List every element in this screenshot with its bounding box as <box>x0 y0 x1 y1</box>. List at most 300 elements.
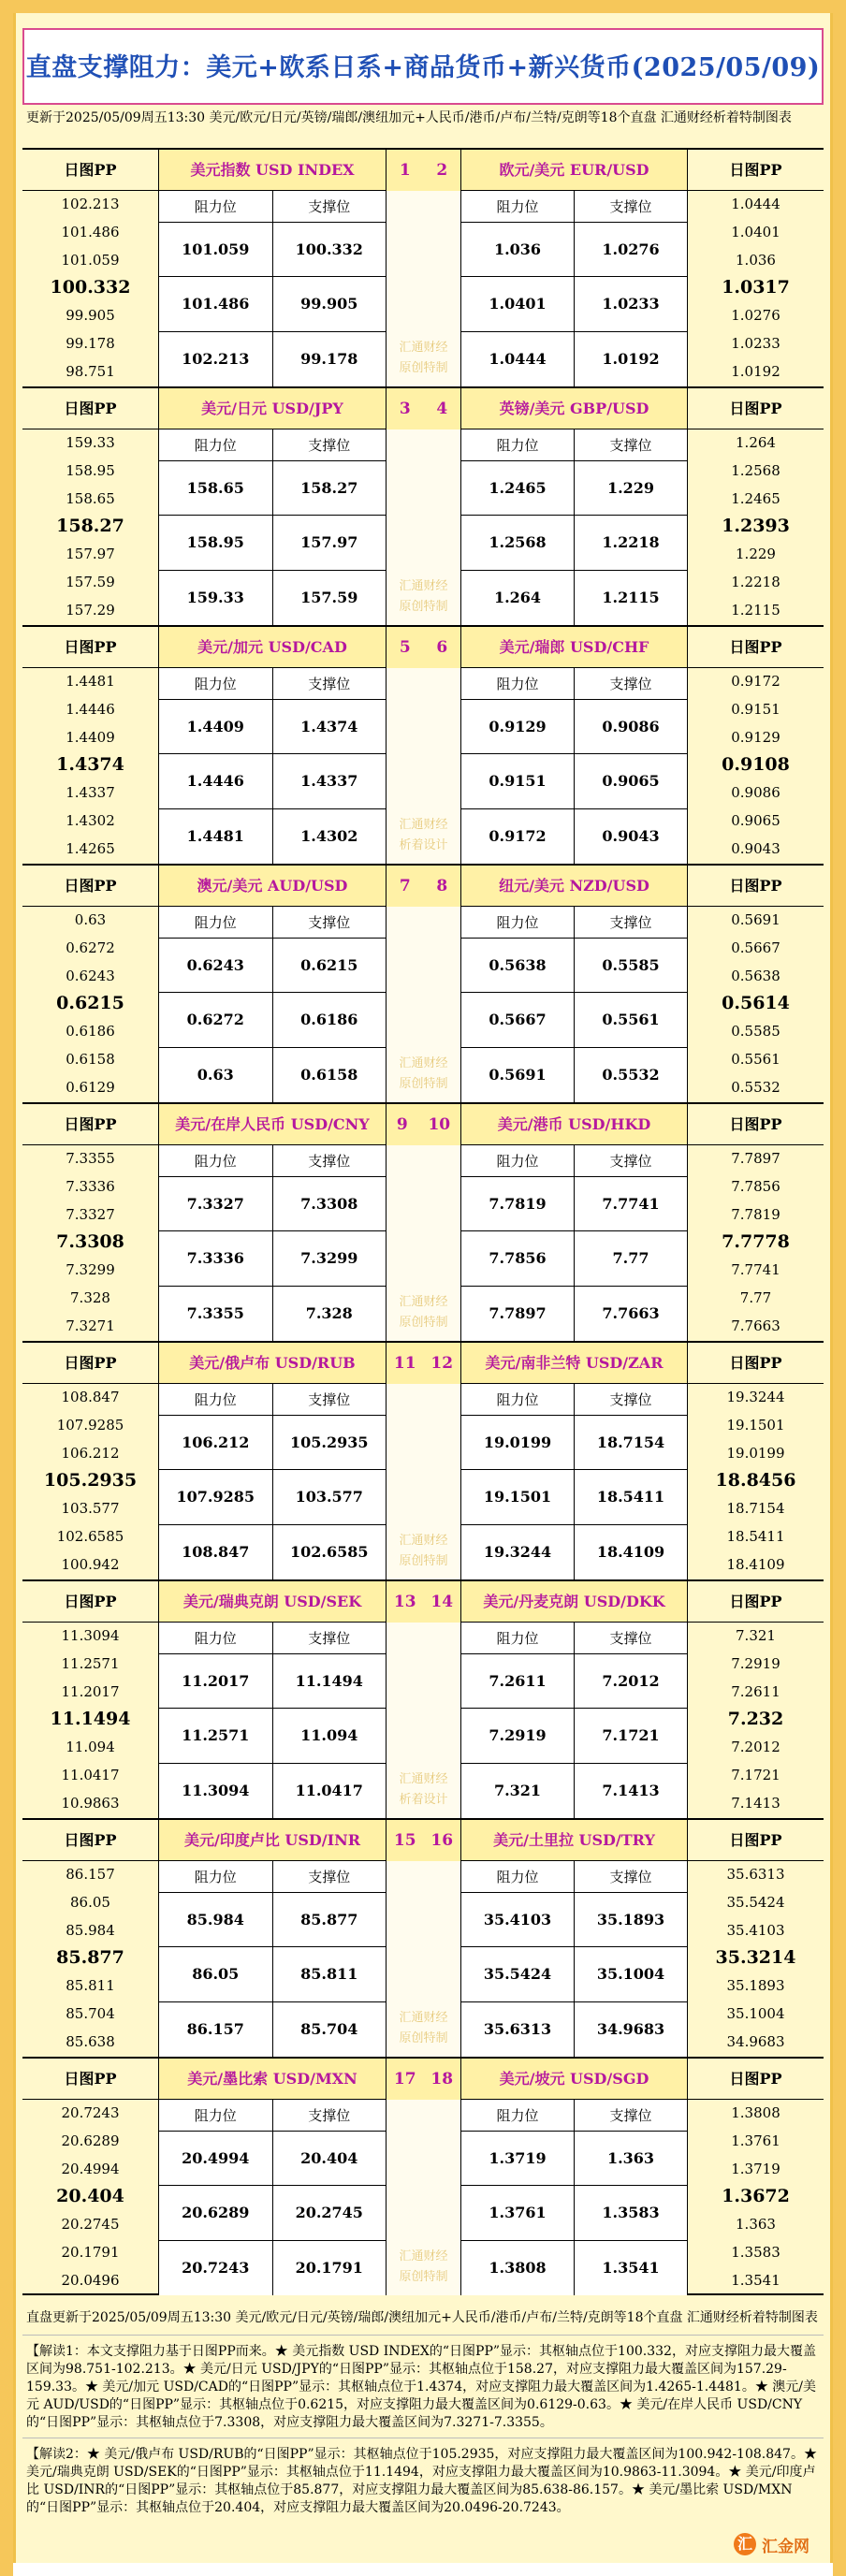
resistance-value: 0.6243 <box>159 939 273 992</box>
pp-level-value: 34.9683 <box>726 2032 785 2050</box>
support-value: 7.1413 <box>602 1781 660 1799</box>
pp-level-value: 10.9863 <box>61 1794 120 1812</box>
pp-header: 日图PP <box>22 1343 158 1384</box>
pair-section <box>22 1818 824 2057</box>
pp-column-right <box>687 1820 824 2057</box>
level-row <box>461 1470 687 1524</box>
resistance-value: 7.2611 <box>461 1654 575 1708</box>
pair-block-left <box>159 150 386 386</box>
footer <box>22 2304 824 2523</box>
pair-name: 纽元/美元 NZD/USD <box>461 866 687 907</box>
pp-column-right <box>687 150 824 386</box>
watermark-line-1: 汇通财经 <box>399 1295 448 1309</box>
pair-rows <box>461 2132 687 2295</box>
pair-section <box>22 625 824 864</box>
pair-rows <box>159 461 386 625</box>
index-number-right: 12 <box>430 1354 454 1373</box>
pp-column-right <box>687 1581 824 1818</box>
level-row <box>461 2241 687 2295</box>
watermark-line-2: 析着设计 <box>399 838 448 852</box>
level-row <box>159 516 386 570</box>
level-row <box>159 461 386 516</box>
resistance-value: 1.2465 <box>461 461 575 515</box>
resistance-label: 阻力位 <box>461 191 575 222</box>
level-row <box>159 1525 386 1579</box>
support-value: 1.3583 <box>602 2204 660 2222</box>
pp-level-value: 7.3271 <box>66 1317 115 1334</box>
pivot-point-value: 0.5614 <box>722 993 790 1014</box>
pp-level-value: 101.486 <box>61 223 120 240</box>
level-row <box>159 809 386 864</box>
pivot-point-value: 100.332 <box>50 277 131 298</box>
pp-level-value: 35.5424 <box>726 1893 785 1911</box>
index-body <box>387 2100 460 2295</box>
pair-block-left <box>159 1104 386 1341</box>
logo-text: 汇金网 <box>762 2537 810 2556</box>
resistance-label: 阻力位 <box>159 1623 273 1653</box>
pp-level-value: 158.95 <box>66 461 115 479</box>
pp-level-value: 1.4481 <box>66 673 115 690</box>
watermark <box>387 2247 460 2288</box>
support-value: 1.0276 <box>602 240 660 258</box>
watermark-line-2: 原创特制 <box>399 1316 448 1330</box>
pp-header: 日图PP <box>688 1104 824 1145</box>
pp-level-value: 1.0401 <box>731 223 780 240</box>
pp-column-left <box>22 2059 159 2295</box>
footer-note-2: 【解读2：★ 美元/俄卢布 USD/RUB的“日图PP”显示：其枢轴点位于105.2935，对应支撑阻力最大覆盖区间为100.942-108.847。★ 美元/瑞典克朗 USD/SEK的“日图PP”显示：其枢轴点位于11.1494，对应支撑阻力最大覆盖区间为10.9863-11.3094。★ 美元/印度卢比 USD/INR的“日图PP”显示：其枢轴点位于85.877，对应支撑阻力最大覆盖区间为85.638-86.157。★ 美元/墨比索 USD/MXN的“日图PP”显示：其枢轴点位于20.404，对应支撑阻力最大覆盖区间为20.0496-20.7243。 <box>26 2447 817 2515</box>
pp-level-value: 157.97 <box>66 546 115 563</box>
pair-subheader <box>461 668 687 700</box>
pair-name: 美元/日元 USD/JPY <box>159 388 386 429</box>
index-header <box>387 1820 460 1861</box>
level-row <box>159 1709 386 1763</box>
pair-subheader <box>461 429 687 461</box>
index-column <box>386 2059 460 2295</box>
resistance-value: 0.9129 <box>461 700 575 753</box>
footer-note-1: 【解读1：本文支撑阻力基于日图PP而来。★ 美元指数 USD INDEX的“日图PP”显示：其枢轴点位于100.332，对应支撑阻力最大覆盖区间为98.751-102.213。★ 美元/日元 USD/JPY的“日图PP”显示：其枢轴点位于158.27，对应支撑阻力最大覆盖区间为157.29-159.33。★ 美元/加元 USD/CAD的“日图PP”显示：其枢轴点位于1.4374，对应支撑阻力最大覆盖区间为1.4265-1.4481。★ 澳元/美元 AUD/USD的“日图PP”显示：其枢轴点位于0.6215，对应支撑阻力最大覆盖区间为0.6129-0.63。★ 美元/在岸人民币 USD/CNY的“日图PP”显示：其枢轴点位于7.3308，对应支撑阻力最大覆盖区间为7.3271-7.3355。 <box>22 2336 824 2438</box>
pair-block-left <box>159 1581 386 1818</box>
pair-name: 欧元/美元 EUR/USD <box>461 150 687 191</box>
pp-header: 日图PP <box>688 866 824 907</box>
resistance-value: 1.4481 <box>159 809 273 864</box>
pp-header: 日图PP <box>22 2059 158 2100</box>
pp-level-value: 7.77 <box>739 1288 772 1306</box>
watermark <box>387 815 460 856</box>
resistance-value: 159.33 <box>159 571 273 625</box>
resistance-value: 158.65 <box>159 461 273 515</box>
pair-name: 美元/墨比索 USD/MXN <box>159 2059 386 2100</box>
support-label: 支撑位 <box>609 1391 652 1408</box>
resistance-value: 20.4994 <box>159 2132 273 2185</box>
pair-name: 美元/俄卢布 USD/RUB <box>159 1343 386 1384</box>
support-value: 11.0417 <box>295 1781 363 1799</box>
resistance-value: 86.05 <box>159 1947 273 2001</box>
resistance-value: 1.0444 <box>461 332 575 386</box>
level-row <box>461 993 687 1047</box>
level-row <box>159 754 386 808</box>
site-logo[interactable] <box>734 2530 824 2558</box>
pp-header: 日图PP <box>22 1581 158 1623</box>
pair-section <box>22 1102 824 1341</box>
pp-level-value: 0.6158 <box>66 1050 115 1068</box>
level-row <box>461 277 687 331</box>
support-value: 18.4109 <box>596 1542 665 1561</box>
index-body <box>387 429 460 625</box>
resistance-value: 0.9172 <box>461 809 575 864</box>
support-value: 20.2745 <box>295 2204 363 2222</box>
pp-column-right <box>687 388 824 625</box>
pivot-point-value: 0.6215 <box>56 993 124 1014</box>
resistance-value: 101.486 <box>159 277 273 330</box>
watermark-line-1: 汇通财经 <box>399 818 448 832</box>
resistance-value: 0.5638 <box>461 939 575 992</box>
resistance-value: 0.6272 <box>159 993 273 1046</box>
resistance-value: 1.3808 <box>461 2241 575 2295</box>
support-value: 18.7154 <box>596 1434 665 1451</box>
pair-subheader <box>159 1145 386 1177</box>
pp-column-left <box>22 627 159 864</box>
pair-subheader <box>159 1384 386 1416</box>
index-column <box>386 1343 460 1579</box>
resistance-value: 35.5424 <box>461 1947 575 2001</box>
pair-section <box>22 386 824 625</box>
support-value: 99.905 <box>300 295 358 313</box>
index-column <box>386 1820 460 2057</box>
index-number-left: 3 <box>399 400 411 418</box>
pp-level-value: 20.4994 <box>61 2160 120 2177</box>
index-number-left: 13 <box>393 1593 416 1611</box>
level-row <box>461 571 687 625</box>
pair-rows <box>159 939 386 1102</box>
resistance-label: 阻力位 <box>159 429 273 460</box>
index-body <box>387 668 460 864</box>
pp-level-value: 0.6186 <box>66 1023 115 1041</box>
watermark-line-1: 汇通财经 <box>399 1056 448 1070</box>
pp-level-value: 0.9065 <box>731 811 780 829</box>
index-body <box>387 907 460 1102</box>
pp-column-left <box>22 1104 159 1341</box>
pp-header: 日图PP <box>688 1343 824 1384</box>
level-row <box>159 1416 386 1470</box>
pp-header: 日图PP <box>688 1820 824 1861</box>
pair-name: 美元/印度卢比 USD/INR <box>159 1820 386 1861</box>
level-row <box>159 1287 386 1341</box>
resistance-value: 108.847 <box>159 1525 273 1579</box>
pair-rows <box>461 461 687 625</box>
pp-header: 日图PP <box>688 1581 824 1623</box>
pp-level-value: 86.157 <box>66 1866 115 1883</box>
pivot-point-value: 7.3308 <box>56 1231 124 1253</box>
watermark-line-2: 原创特制 <box>399 1554 448 1568</box>
pp-level-value: 11.2017 <box>61 1682 120 1700</box>
pp-level-value: 1.2465 <box>731 489 780 507</box>
level-row <box>461 1416 687 1470</box>
pp-level-value: 1.3808 <box>731 2104 780 2121</box>
pivot-point-value: 11.1494 <box>50 1709 131 1730</box>
pair-subheader <box>159 1623 386 1654</box>
pp-level-value: 1.2218 <box>731 573 780 590</box>
pair-block-right <box>460 627 687 864</box>
index-number-right: 8 <box>436 877 448 895</box>
pp-column-left <box>22 1343 159 1579</box>
support-value: 157.59 <box>300 588 358 606</box>
resistance-value: 7.3327 <box>159 1177 273 1230</box>
pair-rows <box>461 939 687 1102</box>
pp-header: 日图PP <box>688 150 824 191</box>
support-value: 0.6186 <box>300 1011 358 1029</box>
pivot-point-value: 158.27 <box>56 516 124 537</box>
pp-header: 日图PP <box>22 388 158 429</box>
pp-level-value: 86.05 <box>70 1893 110 1911</box>
watermark-line-1: 汇通财经 <box>399 341 448 355</box>
right-border <box>833 0 846 2576</box>
support-label: 支撑位 <box>308 1153 351 1170</box>
index-number-left: 1 <box>399 161 411 180</box>
index-number-right: 4 <box>436 400 448 418</box>
pp-level-value: 85.811 <box>66 1977 115 1995</box>
pair-subheader <box>461 907 687 939</box>
resistance-value: 106.212 <box>159 1416 273 1469</box>
pair-name: 美元/港币 USD/HKD <box>461 1104 687 1145</box>
index-column <box>386 1104 460 1341</box>
index-number-left: 9 <box>396 1115 408 1134</box>
pp-level-value: 18.7154 <box>726 1500 785 1518</box>
resistance-value: 1.2568 <box>461 516 575 569</box>
resistance-value: 20.6289 <box>159 2186 273 2239</box>
watermark-line-1: 汇通财经 <box>399 2011 448 2025</box>
pp-column-left <box>22 866 159 1102</box>
pp-column-right <box>687 627 824 864</box>
level-row <box>159 2002 386 2057</box>
pivot-point-value: 1.2393 <box>722 516 790 537</box>
index-header <box>387 2059 460 2100</box>
pair-subheader <box>159 1861 386 1893</box>
level-row <box>159 1654 386 1709</box>
pair-rows <box>159 1416 386 1579</box>
resistance-value: 7.7897 <box>461 1287 575 1341</box>
resistance-value: 11.2017 <box>159 1654 273 1708</box>
pair-block-right <box>460 1104 687 1341</box>
pp-header: 日图PP <box>22 627 158 668</box>
pp-level-value: 0.9043 <box>731 839 780 857</box>
support-label: 支撑位 <box>609 914 652 931</box>
index-body <box>387 191 460 386</box>
pp-level-value: 7.1721 <box>731 1766 780 1783</box>
level-row <box>461 1525 687 1579</box>
resistance-value: 19.3244 <box>461 1525 575 1579</box>
level-row <box>159 2186 386 2240</box>
pair-rows <box>159 1654 386 1818</box>
pp-level-value: 1.4302 <box>66 811 115 829</box>
pp-level-value: 1.0276 <box>731 307 780 325</box>
resistance-value: 0.9151 <box>461 754 575 808</box>
pair-block-left <box>159 866 386 1102</box>
support-value: 1.0233 <box>602 295 660 313</box>
pair-block-right <box>460 1343 687 1579</box>
pair-section <box>22 1579 824 1818</box>
level-row <box>159 571 386 625</box>
pair-subheader <box>461 2100 687 2132</box>
resistance-value: 11.2571 <box>159 1709 273 1762</box>
title-box <box>22 28 824 105</box>
resistance-label: 阻力位 <box>461 907 575 938</box>
support-value: 1.363 <box>606 2149 655 2167</box>
level-row <box>461 1764 687 1818</box>
pp-level-value: 98.751 <box>66 362 115 380</box>
level-row <box>159 993 386 1047</box>
support-value: 7.7663 <box>602 1303 660 1322</box>
support-label: 支撑位 <box>308 914 351 931</box>
resistance-value: 85.984 <box>159 1893 273 1946</box>
resistance-label: 阻力位 <box>461 1145 575 1176</box>
support-value: 7.1721 <box>602 1726 660 1745</box>
pp-level-value: 18.4109 <box>726 1555 785 1573</box>
level-row <box>461 1709 687 1763</box>
index-number-left: 15 <box>393 1831 416 1850</box>
pair-block-left <box>159 1820 386 2057</box>
pair-block-right <box>460 1581 687 1818</box>
pivot-point-value: 1.4374 <box>56 754 124 776</box>
level-row <box>461 2002 687 2057</box>
level-row <box>159 1177 386 1231</box>
resistance-label: 阻力位 <box>159 668 273 699</box>
support-value: 1.4374 <box>300 718 358 735</box>
pp-level-value: 19.1501 <box>726 1416 785 1434</box>
support-label: 支撑位 <box>308 1630 351 1647</box>
pp-level-value: 0.9129 <box>731 728 780 746</box>
pair-section <box>22 864 824 1102</box>
support-value: 35.1004 <box>596 1965 665 1984</box>
level-row <box>461 516 687 570</box>
pair-block-left <box>159 1343 386 1579</box>
index-header <box>387 150 460 191</box>
support-value: 100.332 <box>295 240 363 258</box>
pair-rows <box>461 1416 687 1579</box>
pp-level-value: 1.3541 <box>731 2271 780 2289</box>
level-row <box>461 223 687 277</box>
pp-level-value: 0.5585 <box>731 1023 780 1041</box>
resistance-label: 阻力位 <box>159 1861 273 1892</box>
resistance-value: 7.7819 <box>461 1177 575 1230</box>
resistance-label: 阻力位 <box>461 1384 575 1415</box>
support-value: 103.577 <box>295 1488 363 1506</box>
pp-level-value: 0.9151 <box>731 700 780 718</box>
level-row <box>159 1764 386 1818</box>
level-row <box>159 2241 386 2295</box>
pp-level-value: 102.6585 <box>56 1527 124 1545</box>
resistance-value: 1.4409 <box>159 700 273 753</box>
support-value: 1.4337 <box>300 772 358 791</box>
pair-name: 英镑/美元 GBP/USD <box>461 388 687 429</box>
top-border <box>0 0 846 13</box>
support-value: 20.404 <box>300 2149 358 2167</box>
pp-level-value: 7.3327 <box>66 1205 115 1223</box>
resistance-value: 101.059 <box>159 223 273 276</box>
level-row <box>159 223 386 277</box>
index-header <box>387 388 460 429</box>
pivot-point-value: 7.232 <box>727 1709 784 1730</box>
pivot-table <box>22 148 824 2295</box>
level-row <box>159 1893 386 1947</box>
support-value: 20.1791 <box>295 2258 363 2277</box>
pair-rows <box>159 1177 386 1341</box>
pp-level-value: 7.2012 <box>731 1739 780 1756</box>
support-value: 7.328 <box>305 1303 353 1322</box>
pp-level-value: 107.9285 <box>56 1416 124 1434</box>
index-header <box>387 866 460 907</box>
pair-name: 美元/南非兰特 USD/ZAR <box>461 1343 687 1384</box>
resistance-label: 阻力位 <box>159 191 273 222</box>
pp-header: 日图PP <box>22 866 158 907</box>
resistance-value: 7.3355 <box>159 1287 273 1341</box>
resistance-label: 阻力位 <box>159 1145 273 1176</box>
resistance-value: 7.7856 <box>461 1231 575 1285</box>
support-value: 102.6585 <box>290 1542 369 1561</box>
level-row <box>461 2186 687 2240</box>
support-value: 1.2115 <box>602 588 660 606</box>
pp-level-value: 0.6129 <box>66 1078 115 1096</box>
support-label: 支撑位 <box>308 676 351 692</box>
pair-subheader <box>461 1861 687 1893</box>
resistance-label: 阻力位 <box>461 429 575 460</box>
pp-level-value: 1.4337 <box>66 784 115 802</box>
level-row <box>461 1231 687 1286</box>
pp-level-value: 0.5691 <box>731 911 780 928</box>
pair-name: 美元/瑞典克朗 USD/SEK <box>159 1581 386 1623</box>
pp-level-value: 11.0417 <box>61 1766 120 1783</box>
support-value: 85.811 <box>300 1965 358 1984</box>
watermark-line-1: 汇通财经 <box>399 1772 448 1786</box>
pp-level-value: 35.6313 <box>726 1866 785 1883</box>
resistance-label: 阻力位 <box>461 1861 575 1892</box>
resistance-value: 1.0401 <box>461 277 575 330</box>
resistance-value: 35.6313 <box>461 2002 575 2057</box>
index-number-left: 7 <box>399 877 411 895</box>
level-row <box>461 754 687 808</box>
index-number-left: 5 <box>399 638 411 657</box>
pair-subheader <box>461 191 687 223</box>
pp-level-value: 0.9086 <box>731 784 780 802</box>
index-number-right: 16 <box>430 1831 454 1850</box>
support-value: 1.3541 <box>602 2258 660 2277</box>
support-value: 0.6158 <box>300 1065 358 1084</box>
pivot-point-value: 7.7778 <box>722 1231 790 1253</box>
watermark <box>387 1531 460 1572</box>
pair-section <box>22 2057 824 2295</box>
pair-block-right <box>460 866 687 1102</box>
pp-level-value: 85.704 <box>66 2004 115 2022</box>
pair-block-right <box>460 388 687 625</box>
level-row <box>461 700 687 754</box>
watermark-line-2: 原创特制 <box>399 2031 448 2045</box>
pair-rows <box>159 1893 386 2057</box>
pp-level-value: 99.178 <box>66 334 115 352</box>
resistance-value: 158.95 <box>159 516 273 569</box>
index-number-right: 2 <box>436 161 448 180</box>
pp-header: 日图PP <box>22 1104 158 1145</box>
resistance-label: 阻力位 <box>461 2100 575 2131</box>
pp-level-value: 1.036 <box>736 251 776 269</box>
support-label: 支撑位 <box>308 2107 351 2124</box>
level-row <box>461 809 687 864</box>
pp-level-value: 1.3761 <box>731 2132 780 2149</box>
resistance-label: 阻力位 <box>159 2100 273 2131</box>
pair-name: 美元/瑞郎 USD/CHF <box>461 627 687 668</box>
index-column <box>386 627 460 864</box>
resistance-value: 1.3719 <box>461 2132 575 2185</box>
pp-column-left <box>22 150 159 386</box>
level-row <box>461 1947 687 2001</box>
